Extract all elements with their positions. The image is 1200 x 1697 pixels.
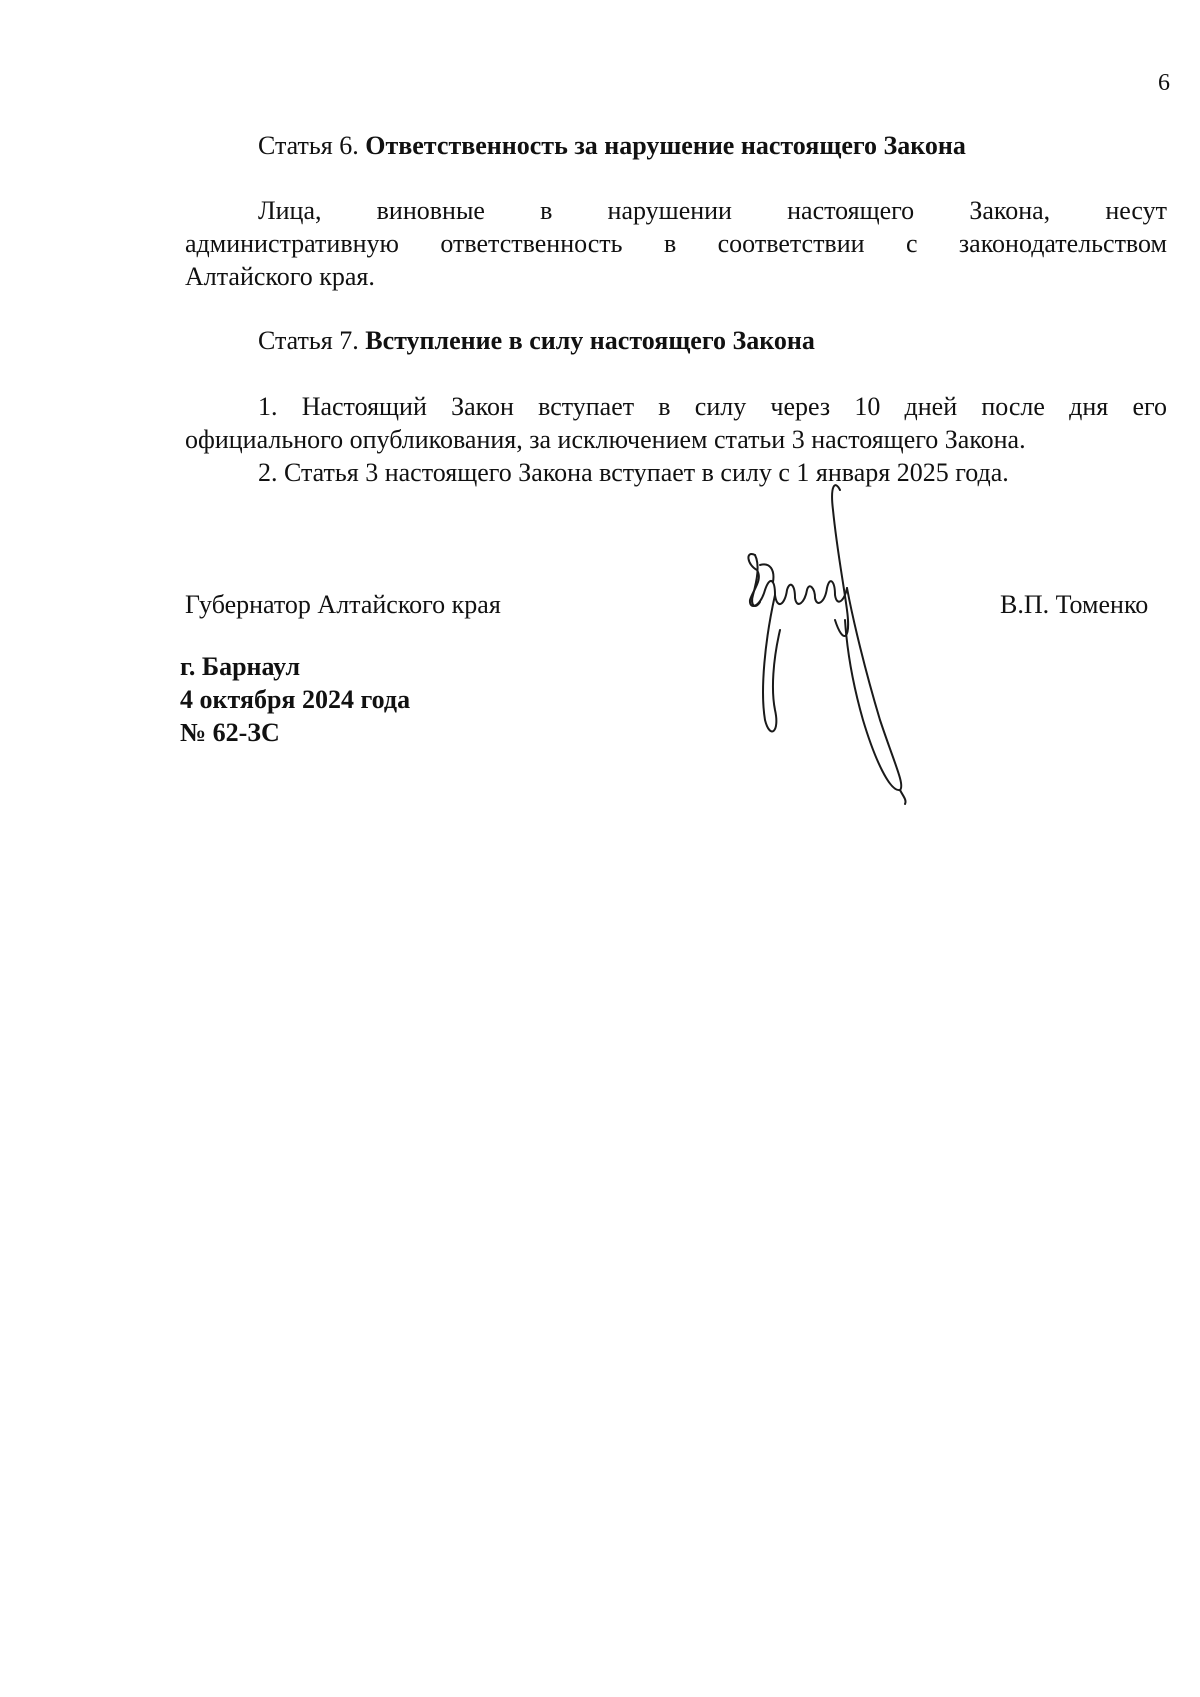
article-6-text-line-1: Лица, виновные в нарушении настоящего Закона, несут xyxy=(258,196,1167,225)
article-7-item-1-line-1: 1. Настоящий Закон вступает в силу через 10 дней после дня его xyxy=(258,392,1167,421)
article-7-item-2: 2. Статья 3 настоящего Закона вступает в силу с 1 января 2025 года. xyxy=(258,458,1009,487)
page-number: 6 xyxy=(1158,70,1170,96)
article-7-title: Вступление в силу настоящего Закона xyxy=(365,326,815,355)
signatory-position: Губернатор Алтайского края xyxy=(185,590,501,619)
article-6-prefix: Статья 6. xyxy=(258,131,359,160)
handwritten-signature-icon xyxy=(735,470,935,860)
article-7-prefix: Статья 7. xyxy=(258,326,359,355)
article-7-heading xyxy=(258,325,815,357)
article-7-item-1-line-2: официального опубликования, за исключением статьи 3 настоящего Закона. xyxy=(185,425,1026,454)
article-6-text-line-3: Алтайского края. xyxy=(185,262,375,291)
article-6-text-line-2: административную ответственность в соответствии с законодательством xyxy=(185,229,1167,258)
signing-city: г. Барнаул xyxy=(180,652,301,681)
article-6-heading xyxy=(258,130,966,162)
law-number: № 62-ЗС xyxy=(180,718,280,747)
signatory-name: В.П. Томенко xyxy=(1000,590,1149,619)
signing-date: 4 октября 2024 года xyxy=(180,685,411,714)
article-6-title: Ответственность за нарушение настоящего Закона xyxy=(365,131,966,160)
